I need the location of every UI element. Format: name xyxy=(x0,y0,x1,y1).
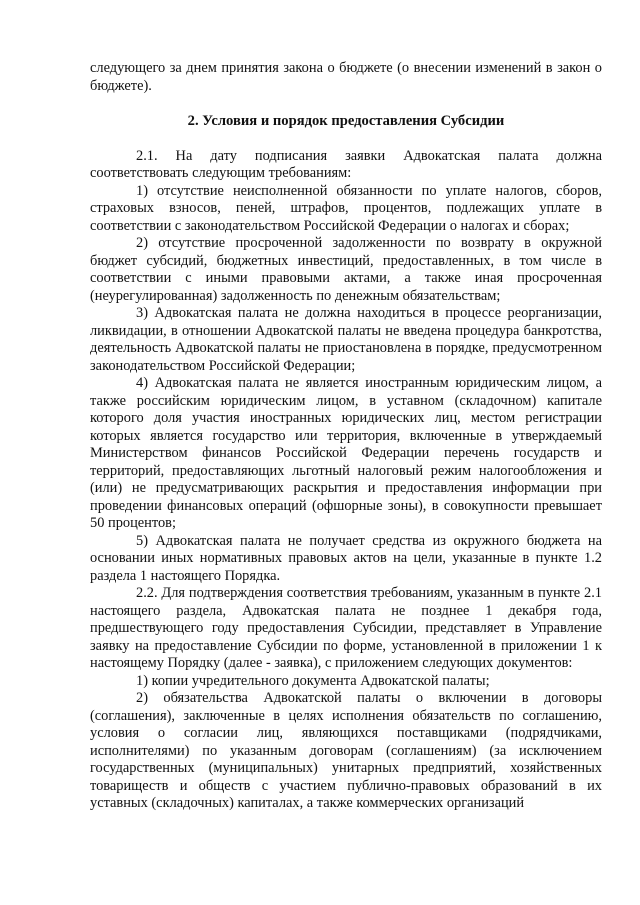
paragraph-2-2-item-2: 2) обязательства Адвокатской палаты о включении в договоры (соглашения), заключенные в целях исполнения обязательств по соглашению, условия о согласии лиц, являющихся поставщиками (подрядчиками, исполнителями) по указанным договорам (соглашениям) (за исключением государственных (муниципальных) унитарных предприятий, хозяйственных товариществ и обществ с участием публично-правовых образований в их уставных (складочных) капиталах, а также коммерческих организаций xyxy=(90,690,602,811)
continuation-paragraph: следующего за днем принятия закона о бюджете (о внесении изменений в закон о бюджете). xyxy=(90,60,602,94)
paragraph-2-1-item-3: 3) Адвокатская палата не должна находиться в процессе реорганизации, ликвидации, в отношении Адвокатской палаты не введена процедура банкротства, деятельность Адвокатской палаты не приостановлена в порядке, предусмотренном законодательством Российской Федерации; xyxy=(90,305,602,374)
section-heading: 2. Условия и порядок предоставления Субсидии xyxy=(187,113,505,129)
paragraph-2-2-item-1: 1) копии учредительного документа Адвокатской палаты; xyxy=(136,672,490,689)
paragraph-2-1-item-2: 2) отсутствие просроченной задолженности по возврату в окружной бюджет субсидий, бюджетных инвестиций, предоставленных, в том числе в соответствии с иными правовыми актами, а также иная просроченная (неурегулированная) задолженность по денежным обязательствам; xyxy=(90,235,602,304)
paragraph-2-2: 2.2. Для подтверждения соответствия требованиям, указанным в пункте 2.1 настоящего раздела, Адвокатская палата не позднее 1 декабря года, предшествующего году предоставления Субсидии, представляет в Управление заявку на предоставление Субсидии по форме, установленной в приложении 1 к настоящему Порядку (далее - заявка), с приложением следующих документов: xyxy=(90,585,602,671)
paragraph-2-1-item-1: 1) отсутствие неисполненной обязанности по уплате налогов, сборов, страховых взносов, пеней, штрафов, процентов, подлежащих уплате в соответствии с законодательством Российской Федерации о налогах и сборах; xyxy=(90,182,602,234)
document-page xyxy=(90,60,602,813)
paragraph-2-1: 2.1. На дату подписания заявки Адвокатская палата должна соответствовать следующим требованиям: xyxy=(90,147,602,181)
paragraph-2-1-item-5: 5) Адвокатская палата не получает средства из окружного бюджета на основании иных нормативных правовых актов на цели, указанные в пункте 1.2 раздела 1 настоящего Порядка. xyxy=(90,532,602,584)
paragraph-2-1-item-4: 4) Адвокатская палата не является иностранным юридическим лицом, а также российским юридическим лицом, в уставном (складочном) капитале которого доля участия иностранных юридических лиц, местом регистрации которых является государство или территория, включенные в утверждаемый Министерством финансов Российской Федерации перечень государств и территорий, предоставляющих льготный налоговый режим налогообложения и (или) не предусматривающих раскрытия и предоставления информации при проведении финансовых операций (офшорные зоны), в совокупности превышает 50 процентов; xyxy=(90,375,602,531)
